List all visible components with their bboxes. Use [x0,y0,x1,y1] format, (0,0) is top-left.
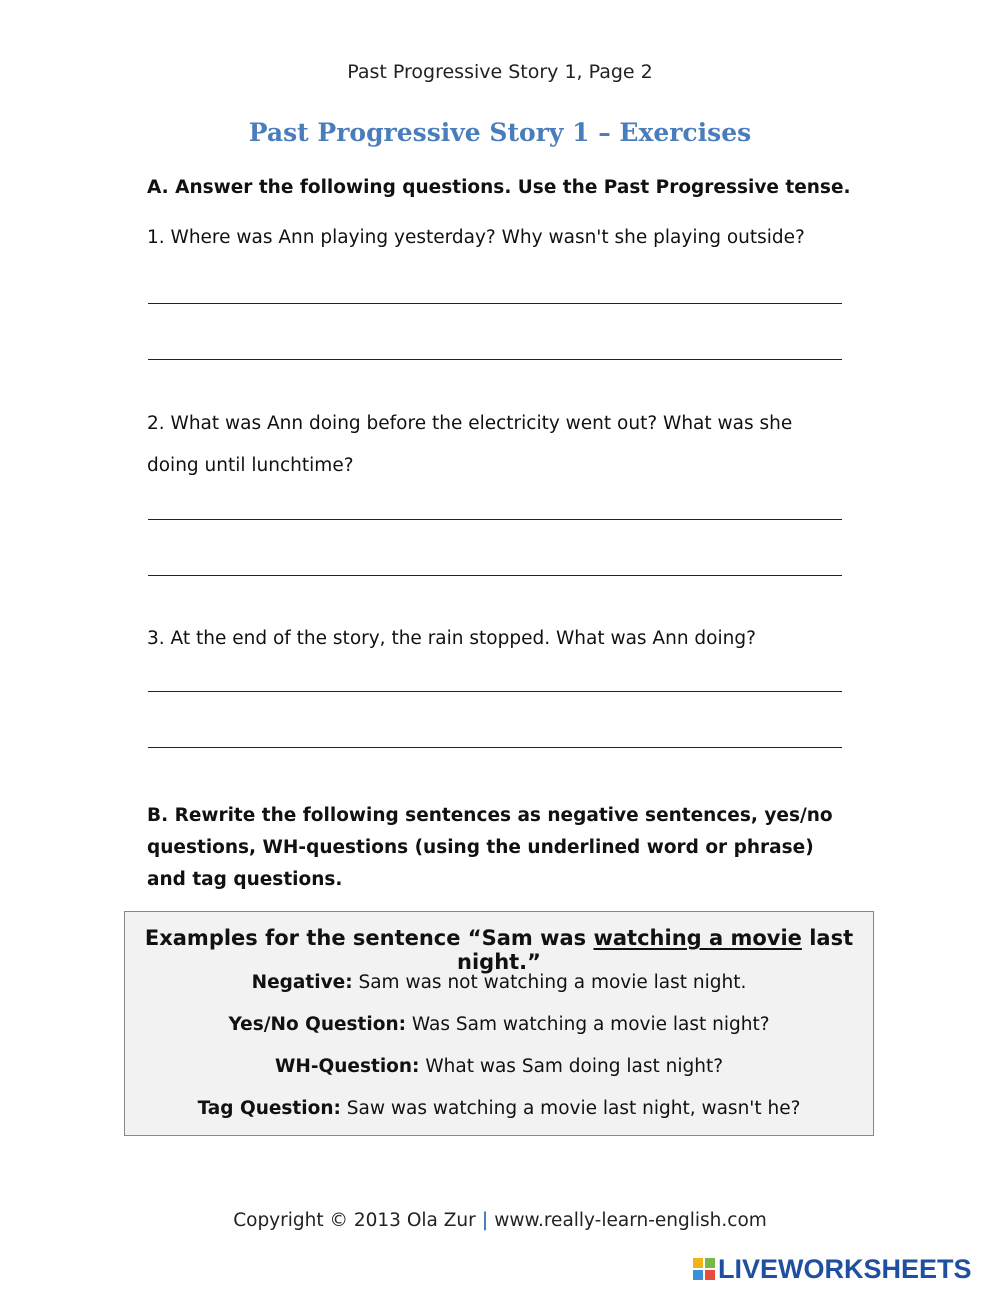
question-3: 3. At the end of the story, the rain stopped. What was Ann doing? [147,628,756,649]
section-a-heading: A. Answer the following questions. Use the Past Progressive tense. [147,177,851,198]
example-wh [125,1056,873,1077]
question-2-line-1: 2. What was Ann doing before the electricity went out? What was she [147,413,793,434]
examples-title [125,926,873,974]
footer [0,1210,1000,1231]
question-2-line-2: doing until lunchtime? [147,455,354,476]
footer-separator: | [481,1210,489,1231]
examples-title-underlined: watching a movie [593,926,802,950]
answer-line-1a[interactable] [148,303,842,304]
liveworksheets-logo-text: LIVEWORKSHEETS [718,1254,972,1284]
example-negative [125,972,873,993]
answer-line-2b[interactable] [148,575,842,576]
example-tag-label: Tag Question: [197,1098,341,1119]
liveworksheets-logo-icon [693,1258,715,1280]
section-b-heading: B. Rewrite the following sentences as negative sentences, yes/no questions, WH-questions (using the underlined word or phrase) and tag questions. [147,805,833,890]
example-yesno-text: Was Sam watching a movie last night? [406,1014,770,1035]
answer-line-1b[interactable] [148,359,842,360]
answer-line-2a[interactable] [148,519,842,520]
examples-title-post: last night.” [457,926,854,974]
example-wh-label: WH-Question: [274,1056,420,1077]
example-yesno-label: Yes/No Question: [228,1014,407,1035]
example-yesno [125,1014,873,1035]
liveworksheets-logo[interactable] [693,1254,990,1284]
example-negative-text: Sam was not watching a movie last night. [352,972,747,993]
page-title: Past Progressive Story 1 – Exercises [248,118,752,147]
examples-title-pre: Examples for the sentence “Sam was [144,926,594,950]
example-tag-text: Saw was watching a movie last night, wasn't he? [340,1098,801,1119]
examples-box [124,911,874,1136]
footer-copyright: Copyright © 2013 Ola Zur [233,1210,482,1231]
answer-line-3b[interactable] [148,747,842,748]
page-header: Past Progressive Story 1, Page 2 [347,61,653,83]
answer-line-3a[interactable] [148,691,842,692]
example-tag [125,1098,873,1119]
example-wh-text: What was Sam doing last night? [419,1056,724,1077]
footer-website-link[interactable]: www.really-learn-english.com [488,1210,767,1231]
example-negative-label: Negative: [251,972,353,993]
question-1: 1. Where was Ann playing yesterday? Why wasn't she playing outside? [147,227,805,248]
